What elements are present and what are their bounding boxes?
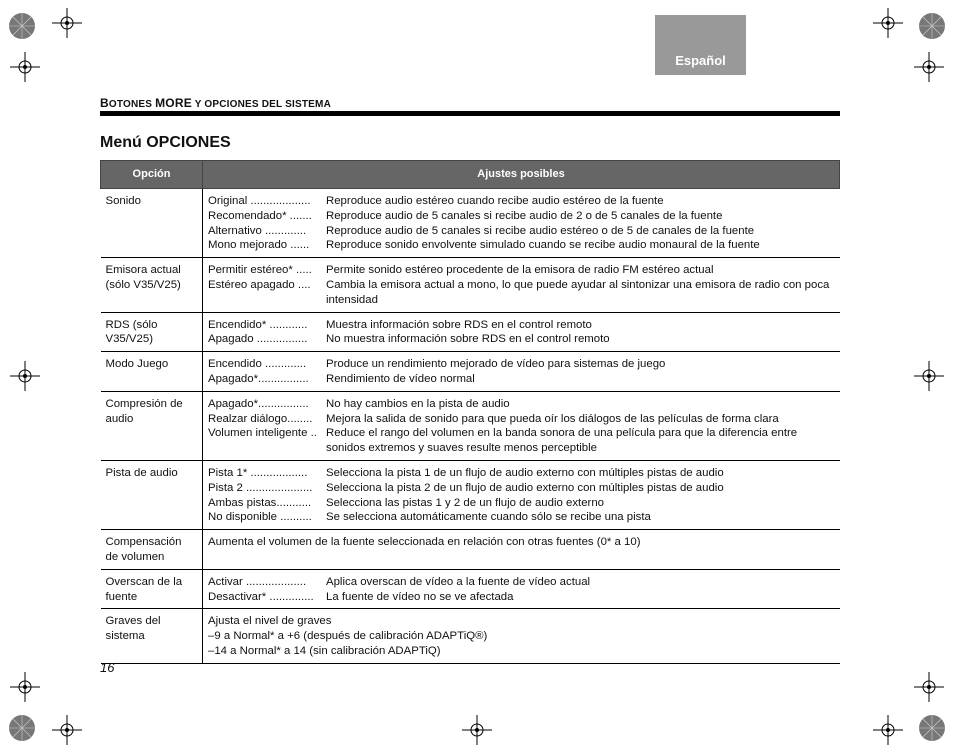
table-row bbox=[101, 189, 840, 258]
option-name: Overscan de la fuente bbox=[101, 569, 203, 609]
setting-description: Selecciona las pistas 1 y 2 de un flujo de audio externo bbox=[326, 496, 604, 509]
crosshair-mark-icon bbox=[10, 361, 40, 391]
page-number: 16 bbox=[100, 660, 115, 675]
setting-label: Ambas pistas........... bbox=[208, 496, 312, 509]
setting-description: Selecciona la pista 2 de un flujo de audio externo con múltiples pistas de audio bbox=[326, 481, 724, 494]
column-header-settings: Ajustes posibles bbox=[203, 161, 840, 189]
setting-label: Pista 2 ..................... bbox=[208, 481, 313, 494]
option-settings bbox=[203, 189, 840, 258]
table-header-row bbox=[101, 161, 840, 189]
option-settings bbox=[203, 460, 840, 529]
crosshair-mark-icon bbox=[873, 715, 903, 745]
table-row bbox=[101, 569, 840, 609]
setting-description: Permite sonido estéreo procedente de la emisora de radio FM estéreo actual bbox=[326, 264, 714, 277]
crosshair-mark-icon bbox=[462, 715, 492, 745]
setting-description: Aplica overscan de vídeo a la fuente de vídeo actual bbox=[326, 575, 591, 588]
registration-mark-icon bbox=[4, 710, 40, 746]
setting-label: Encendido* ............ bbox=[208, 318, 308, 331]
setting-line bbox=[208, 466, 835, 481]
option-settings bbox=[203, 391, 840, 460]
setting-description: Reproduce sonido envolvente simulado cuando se recibe audio monaural de la fuente bbox=[326, 239, 760, 252]
option-settings bbox=[203, 609, 840, 663]
option-name: Emisora actual (sólo V35/V25) bbox=[101, 258, 203, 312]
setting-label: Permitir estéreo* ..... bbox=[208, 264, 312, 277]
option-name: Sonido bbox=[101, 189, 203, 258]
setting-description: No muestra información sobre RDS en el control remoto bbox=[326, 333, 610, 346]
option-settings bbox=[203, 258, 840, 312]
setting-label: Mono mejorado ...... bbox=[208, 239, 310, 252]
setting-description: Selecciona la pista 1 de un flujo de audio externo con múltiples pistas de audio bbox=[326, 466, 724, 479]
setting-text-line: Ajusta el nivel de graves bbox=[208, 615, 332, 628]
setting-line bbox=[208, 510, 835, 525]
setting-label: Apagado*................ bbox=[208, 372, 309, 385]
option-settings bbox=[203, 352, 840, 392]
language-tab bbox=[655, 15, 746, 75]
setting-line bbox=[208, 263, 835, 278]
setting-description: Se selecciona automáticamente cuando sólo se recibe una pista bbox=[326, 511, 651, 524]
setting-line bbox=[208, 481, 835, 496]
setting-line bbox=[208, 412, 835, 427]
setting-description: Reduce el rango del volumen en la banda sonora de una película para que la diferencia entre sonidos extremos y suaves resulte menos perceptible bbox=[326, 427, 798, 455]
heading-initial: B bbox=[100, 96, 109, 110]
table-row bbox=[101, 609, 840, 663]
heading-part: Y OPCIONES DEL SISTEMA bbox=[191, 99, 331, 110]
table-row bbox=[101, 391, 840, 460]
setting-description: Reproduce audio de 5 canales si recibe audio de 2 o de 5 canales de la fuente bbox=[326, 209, 723, 222]
table-body bbox=[101, 189, 840, 664]
option-name: RDS (sólo V35/V25) bbox=[101, 312, 203, 352]
setting-description: La fuente de vídeo no se ve afectada bbox=[326, 590, 514, 603]
table-row bbox=[101, 530, 840, 570]
crosshair-mark-icon bbox=[52, 715, 82, 745]
setting-description: Mejora la salida de sonido para que pueda oír los diálogos de las películas de forma clara bbox=[326, 412, 779, 425]
setting-line bbox=[208, 238, 835, 253]
section-heading bbox=[100, 96, 331, 110]
setting-line bbox=[208, 397, 835, 412]
crosshair-mark-icon bbox=[914, 672, 944, 702]
setting-line bbox=[208, 209, 835, 224]
setting-description: Muestra información sobre RDS en el control remoto bbox=[326, 318, 592, 331]
setting-line bbox=[208, 590, 835, 605]
setting-label: Realzar diálogo........ bbox=[208, 412, 313, 425]
page-title: Menú OPCIONES bbox=[100, 134, 231, 151]
setting-label: Apagado ................ bbox=[208, 333, 308, 346]
setting-label: Pista 1* .................. bbox=[208, 466, 308, 479]
crosshair-mark-icon bbox=[52, 8, 82, 38]
setting-label: Activar ................... bbox=[208, 575, 307, 588]
option-settings bbox=[203, 312, 840, 352]
option-settings bbox=[203, 530, 840, 570]
setting-label: No disponible .......... bbox=[208, 511, 312, 524]
registration-mark-icon bbox=[4, 8, 40, 44]
heading-part: OTONES bbox=[108, 99, 156, 110]
setting-line bbox=[208, 372, 835, 387]
options-table bbox=[100, 160, 840, 664]
setting-label: Encendido ............. bbox=[208, 358, 307, 371]
setting-description: No hay cambios en la pista de audio bbox=[326, 397, 510, 410]
setting-label: Alternativo ............. bbox=[208, 224, 307, 237]
setting-description: Produce un rendimiento mejorado de vídeo para sistemas de juego bbox=[326, 358, 666, 371]
setting-line bbox=[208, 357, 835, 372]
table-row bbox=[101, 352, 840, 392]
setting-label: Volumen inteligente .. bbox=[208, 427, 317, 440]
language-tab-label: Español bbox=[675, 53, 726, 68]
setting-label: Estéreo apagado .... bbox=[208, 278, 311, 291]
setting-line bbox=[208, 496, 835, 511]
option-name: Modo Juego bbox=[101, 352, 203, 392]
table-row bbox=[101, 258, 840, 312]
crosshair-mark-icon bbox=[914, 361, 944, 391]
setting-line bbox=[208, 575, 835, 590]
setting-text-line: Aumenta el volumen de la fuente seleccionada en relación con otras fuentes (0* a 10) bbox=[208, 536, 641, 549]
setting-text-line: –9 a Normal* a +6 (después de calibración ADAPTiQ®) bbox=[208, 630, 488, 643]
setting-label: Original ................... bbox=[208, 195, 311, 207]
option-name: Compensación de volumen bbox=[101, 530, 203, 570]
setting-label: Recomendado* ....... bbox=[208, 209, 312, 222]
setting-label: Apagado*................ bbox=[208, 397, 309, 410]
option-settings bbox=[203, 569, 840, 609]
setting-line bbox=[208, 426, 835, 456]
setting-line bbox=[208, 194, 835, 209]
crosshair-mark-icon bbox=[10, 52, 40, 82]
setting-line bbox=[208, 332, 835, 347]
registration-mark-icon bbox=[914, 8, 950, 44]
setting-line bbox=[208, 278, 835, 308]
setting-description: Rendimiento de vídeo normal bbox=[326, 372, 475, 385]
setting-line bbox=[208, 224, 835, 239]
crosshair-mark-icon bbox=[10, 672, 40, 702]
crosshair-mark-icon bbox=[873, 8, 903, 38]
registration-mark-icon bbox=[914, 710, 950, 746]
setting-line bbox=[208, 318, 835, 333]
heading-rule bbox=[100, 111, 840, 116]
option-name: Compresión de audio bbox=[101, 391, 203, 460]
table-row bbox=[101, 312, 840, 352]
setting-description: Cambia la emisora actual a mono, lo que puede ayudar al sintonizar una emisora de radio con poca intensidad bbox=[326, 278, 830, 306]
table-row bbox=[101, 460, 840, 529]
crosshair-mark-icon bbox=[914, 52, 944, 82]
setting-description: Reproduce audio de 5 canales si recibe audio estéreo o de 5 de canales de la fuente bbox=[326, 224, 755, 237]
setting-description: Reproduce audio estéreo cuando recibe audio estéreo de la fuente bbox=[326, 195, 664, 207]
setting-label: Desactivar* .............. bbox=[208, 590, 314, 603]
setting-text-line: –14 a Normal* a 14 (sin calibración ADAPTiQ) bbox=[208, 644, 441, 657]
option-name: Graves del sistema bbox=[101, 609, 203, 663]
column-header-option: Opción bbox=[101, 161, 203, 189]
option-name: Pista de audio bbox=[101, 460, 203, 529]
heading-more: MORE bbox=[155, 96, 192, 110]
